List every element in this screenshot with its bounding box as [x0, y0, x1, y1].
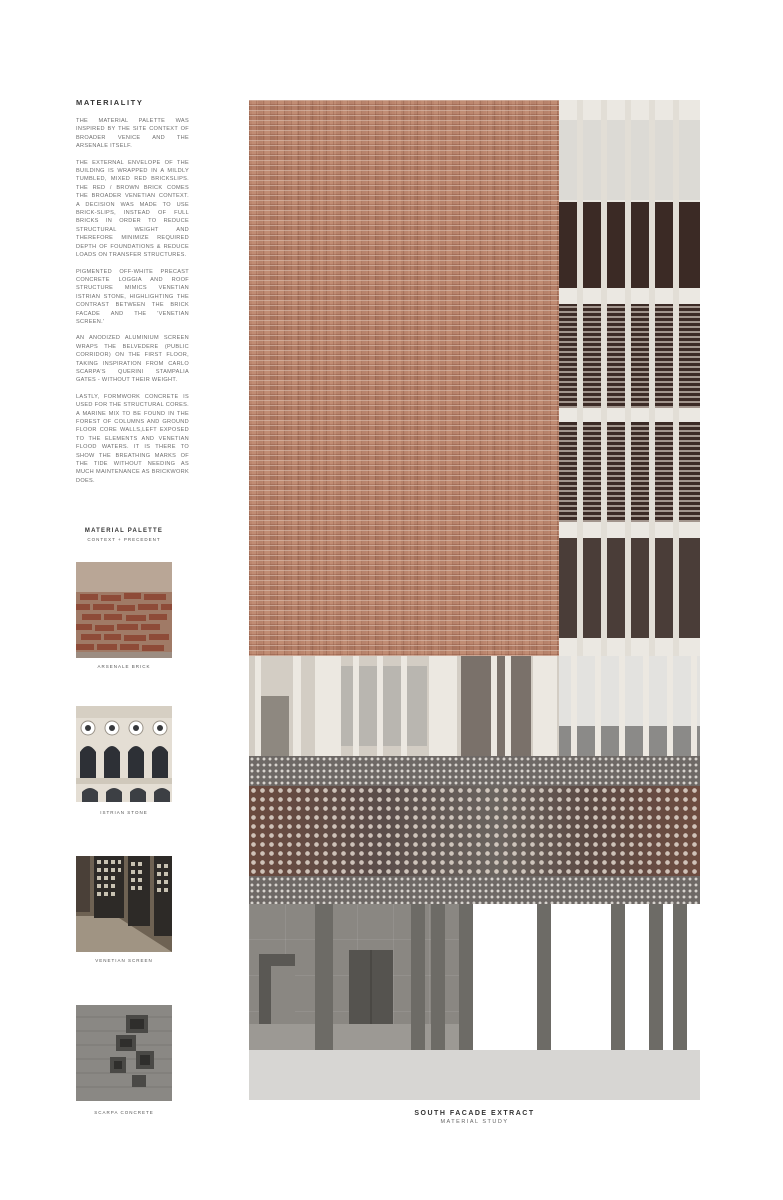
- concrete-column: [611, 904, 625, 1050]
- loggia-mullion: [673, 100, 679, 656]
- concrete-column: [673, 904, 687, 1050]
- south-facade-drawing: [249, 100, 700, 1100]
- upper-ground-level: [249, 656, 700, 756]
- palette-header: [76, 528, 172, 542]
- palette-subtitle: CONTEXT + PRECEDENT: [87, 537, 161, 542]
- concrete-column: [537, 904, 551, 1050]
- screen-band-top: [249, 756, 700, 786]
- concrete-loggia: [559, 100, 700, 656]
- flood-water-plinth: [249, 1050, 700, 1100]
- istrian-stone-caption: ISTRIAN STONE: [100, 810, 148, 815]
- drawing-subtitle: MATERIAL STUDY: [440, 1119, 509, 1125]
- loggia-mullion: [577, 100, 583, 656]
- brick-facade: [249, 100, 559, 656]
- concrete-column: [411, 904, 425, 1050]
- concrete-core: [249, 904, 459, 1050]
- materiality-paragraph: THE EXTERNAL ENVELOPE OF THE BUILDING IS WRAPPED IN A MILDLY TUMBLED, MIXED RED BRICKSLIPS. THE RED / BROWN BRICK COMES THE BROADER VENETIAN CONTEXT. A DECISION WAS MADE TO USE BRICK-SLIPS, INSTEAD OF FULL BRICKS IN ORDER TO REDUCE STRUCTURAL WEIGHT AND THEREFORE MINIMIZE REQUIRED DEPTH OF FOUNDATIONS & REDUCE LOADS ON TRANSFER STRUCTURES.: [76, 159, 189, 259]
- ground-floor: [249, 904, 700, 1100]
- concrete-column: [315, 904, 333, 1050]
- materiality-paragraph: PIGMENTED OFF-WHITE PRECAST CONCRETE LOGGIA AND ROOF STRUCTURE MIMICS VENETIAN ISTRIAN STONE, HIGHLIGHTING THE CONTRAST BETWEEN THE BRICK FACADE AND THE 'VENETIAN SCREEN.': [76, 268, 189, 325]
- materiality-paragraph: LASTLY, FORMWORK CONCRETE IS USED FOR THE STRUCTURAL CORES. A MARINE MIX TO BE FOUND IN THE FOREST OF COLUMNS AND GROUND FLOOR CORE WALLS,LEFT EXPOSED TO THE ELEMENTS AND VENETIAN FLOOD WATERS. IT IS THERE TO SHOW THE BREATHING MARKS OF THE TIDE WITHOUT NEEDING AS MUCH MAINTENANCE AS BRICKWORK DOES.: [76, 393, 189, 484]
- scarpa-concrete-caption: SCARPA CONCRETE: [94, 1110, 154, 1115]
- venetian-screen-belvedere: [249, 786, 700, 876]
- materiality-section: [76, 98, 189, 493]
- scarpa-concrete-image: [76, 1005, 172, 1101]
- drawing-caption: [249, 1110, 700, 1125]
- arsenale-brick-image: [76, 562, 172, 658]
- concrete-column: [431, 904, 445, 1050]
- palette-title: MATERIAL PALETTE: [84, 528, 164, 534]
- arsenale-brick-caption: ARSENALE BRICK: [97, 664, 151, 669]
- materiality-paragraph: AN ANODIZED ALUMINIUM SCREEN WRAPS THE BELVEDERE (PUBLIC CORRIDOR) ON THE FIRST FLOOR, TAKING INSPIRATION FROM CARLO SCARPA'S QUERINI STAMPALIA GATES - WITHOUT THEIR WEIGHT.: [76, 335, 189, 384]
- materiality-paragraph: THE MATERIAL PALETTE WAS INSPIRED BY THE SITE CONTEXT OF BROADER VENICE AND THE ARSENALE ITSELF.: [76, 118, 189, 150]
- materiality-title: MATERIALITY: [76, 98, 144, 107]
- concrete-column: [459, 904, 473, 1050]
- drawing-title: SOUTH FACADE EXTRACT: [414, 1110, 535, 1117]
- loggia-mullion: [649, 100, 655, 656]
- screen-band-bottom: [249, 876, 700, 904]
- venetian-screen-caption: VENETIAN SCREEN: [95, 958, 153, 963]
- loggia-mullion: [601, 100, 607, 656]
- concrete-column: [649, 904, 663, 1050]
- venetian-screen-image: [76, 856, 172, 952]
- loggia-mullion: [625, 100, 631, 656]
- istrian-stone-image: [76, 706, 172, 802]
